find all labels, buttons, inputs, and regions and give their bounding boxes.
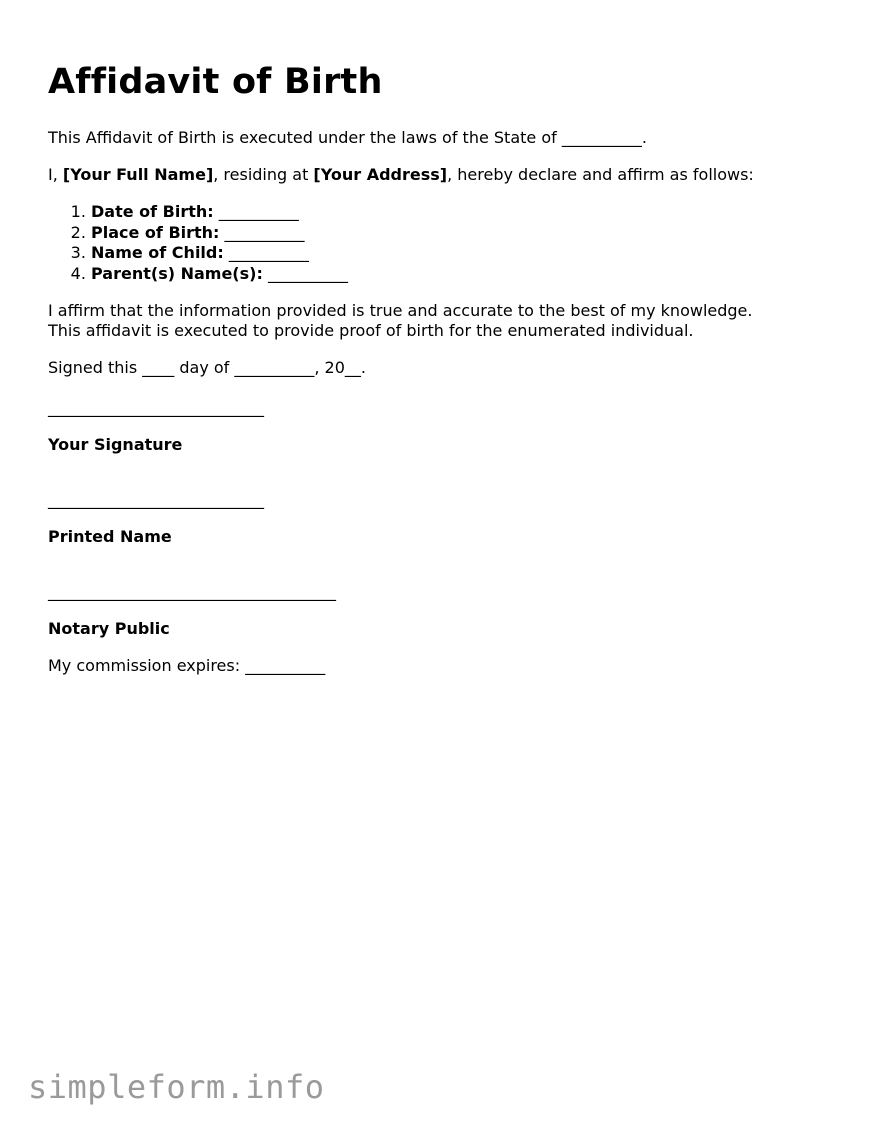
declaration-paragraph [48,165,838,185]
signature-label: Your Signature [48,435,183,454]
printed-name-line: ___________________________ [48,490,264,509]
document-page [48,58,838,693]
list-item-blank: __________ [223,243,309,262]
address-placeholder: [Your Address] [313,165,448,184]
list-item-blank: __________ [219,222,305,242]
list-item-label: Place of Birth: [91,222,220,242]
affirmation-paragraph [48,301,838,341]
list-item-date-of-birth [91,202,838,223]
affirmation-line-2: This affidavit is executed to provide proof of birth for the enumerated individual. [48,321,694,340]
declaration-suffix: , hereby declare and affirm as follows: [447,165,754,184]
declaration-prefix: I, [48,165,63,184]
intro-paragraph: This Affidavit of Birth is executed under the laws of the State of __________. [48,128,647,147]
list-item-name-of-child [91,243,838,264]
notary-line: ____________________________________ [48,582,336,601]
printed-name-label: Printed Name [48,527,172,546]
list-item-label: Name of Child: [91,243,224,262]
declaration-middle: , residing at [213,165,314,184]
list-item-label: Parent(s) Name(s): [91,263,263,283]
list-item-label: Date of Birth: [91,202,214,221]
signed-date-line: Signed this ____ day of __________, 20__. [48,358,366,377]
commission-expires: My commission expires: __________ [48,656,326,675]
list-item-blank: __________ [213,202,299,221]
list-item-parents-names [91,264,838,285]
notary-label: Notary Public [48,619,170,638]
document-title: Affidavit of Birth [48,62,383,102]
watermark-logo: simpleform.info [28,1068,325,1106]
affirmation-line-1: I affirm that the information provided is true and accurate to the best of my knowledge. [48,301,753,320]
signature-line: ___________________________ [48,398,264,417]
facts-list [48,202,838,284]
list-item-place-of-birth [91,223,838,244]
list-item-blank: __________ [262,263,348,283]
name-placeholder: [Your Full Name] [62,165,214,184]
